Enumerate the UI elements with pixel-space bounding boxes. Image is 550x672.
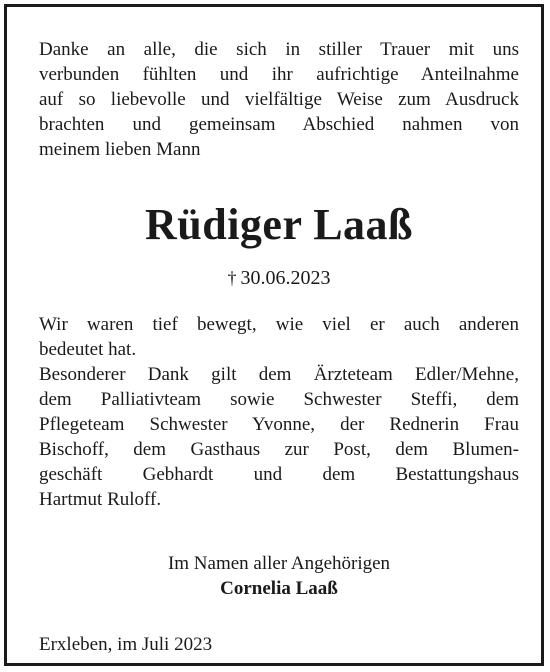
body-paragraph	[39, 312, 519, 512]
thanks-line: verbunden fühlten und ihr aufrichtige Anteilnahme	[39, 64, 519, 85]
thanks-line: auf so liebevolle und vielfältige Weise zum Ausdruck	[39, 89, 519, 110]
dagger-icon: †	[227, 268, 237, 288]
thanks-paragraph	[39, 37, 519, 162]
signoff-line: Im Namen aller Angehörigen	[167, 553, 391, 574]
body-line: dem Palliativteam sowie Schwester Steffi, dem	[39, 389, 519, 410]
body-line: Wir waren tief bewegt, wie viel er auch anderen	[39, 314, 519, 335]
body-line: Pflegeteam Schwester Yvonne, der Rednerin Frau	[39, 414, 519, 435]
thanks-line: brachten und gemeinsam Abschied nahmen von	[39, 114, 519, 135]
notice-content	[39, 37, 519, 657]
signer-name: Cornelia Laaß	[220, 578, 338, 599]
thanks-line: Danke an alle, die sich in stiller Trauer mit uns	[39, 39, 519, 60]
death-date: 30.06.2023	[240, 267, 331, 289]
body-line: Bischoff, dem Gasthaus zur Post, dem Blumen-	[39, 439, 519, 460]
deceased-name: Rüdiger Laaß	[144, 200, 414, 249]
signoff	[39, 551, 519, 601]
body-line: Besonderer Dank gilt dem Ärzteteam Edler/Mehne,	[39, 364, 519, 385]
death-date-line	[39, 266, 519, 290]
body-line: geschäft Gebhardt und dem Bestattungshaus	[39, 464, 519, 485]
thanks-line: meinem lieben Mann	[39, 139, 201, 160]
body-line: Hartmut Ruloff.	[39, 489, 162, 510]
obituary-notice	[4, 4, 544, 666]
place-date: Erxleben, im Juli 2023	[39, 634, 213, 655]
body-line: bedeutet hat.	[39, 339, 137, 360]
